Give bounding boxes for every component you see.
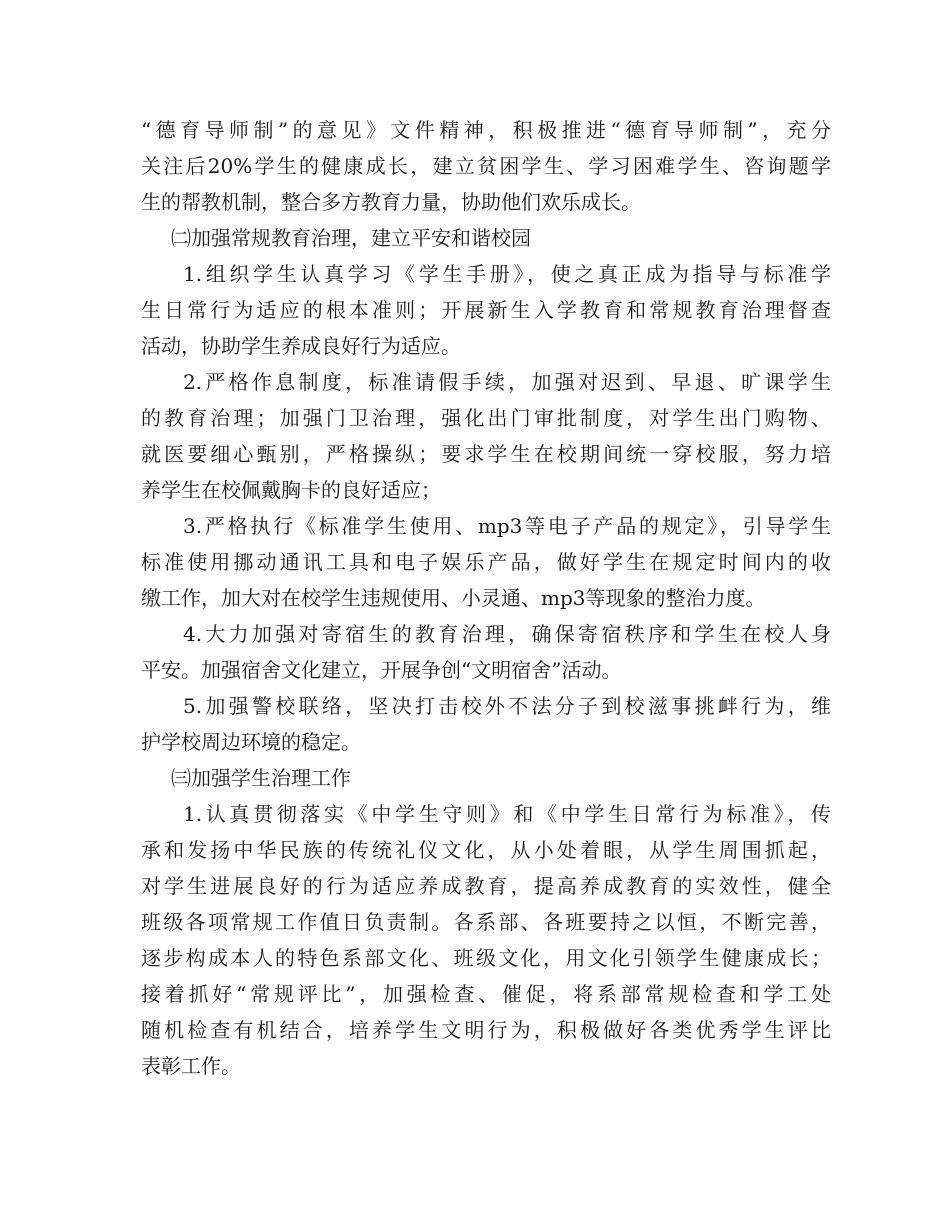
list-item (141, 796, 831, 1084)
list-item (141, 508, 831, 616)
list-item (141, 364, 831, 508)
text-line: 对学生进展良好的行为适应养成教育，提高养成教育的实效性，健全 (141, 874, 831, 898)
paragraph-intro (141, 112, 831, 220)
section-heading (141, 220, 831, 256)
text-line: 生的帮教机制，整合多方教育力量，协助他们欢乐成长。 (141, 190, 641, 214)
text-line: 平安。加强宿舍文化建立，开展争创“文明宿舍”活动。 (141, 658, 622, 682)
text-line: 标准使用挪动通讯工具和电子娱乐产品，做好学生在规定时间内的收 (141, 550, 831, 574)
section-heading-text: ㈡加强常规教育治理，建立平安和谐校园 (171, 226, 531, 250)
text-line: 护学校周边环境的稳定。 (141, 730, 361, 754)
text-line: 承和发扬中华民族的传统礼仪文化，从小处着眼，从学生周围抓起， (141, 838, 831, 862)
section-heading (141, 760, 831, 796)
text-line: 随机检查有机结合，培养学生文明行为，积极做好各类优秀学生评比 (141, 1018, 831, 1042)
document-body (141, 112, 831, 1084)
text-line: 逐步构成本人的特色系部文化、班级文化，用文化引领学生健康成长； (141, 946, 831, 970)
text-line: 4.大力加强对寄宿生的教育治理，确保寄宿秩序和学生在校人身 (183, 622, 831, 646)
text-line: 班级各项常规工作值日负责制。各系部、各班要持之以恒，不断完善， (141, 910, 831, 934)
text-line: 生日常行为适应的根本准则；开展新生入学教育和常规教育治理督查 (141, 298, 831, 322)
text-line: 1.认真贯彻落实《中学生守则》和《中学生日常行为标准》，传 (183, 802, 831, 826)
list-item (141, 256, 831, 364)
text-line: 2.严格作息制度，标准请假手续，加强对迟到、早退、旷课学生 (183, 370, 831, 394)
text-line: 关注后20%学生的健康成长，建立贫困学生、学习困难学生、咨询题学 (141, 154, 831, 178)
text-line: 表彰工作。 (141, 1054, 241, 1078)
text-line: “德育导师制”的意见》文件精神，积极推进“德育导师制”，充分 (141, 118, 831, 142)
text-line: 1.组织学生认真学习《学生手册》，使之真正成为指导与标准学 (183, 262, 831, 286)
text-line: 缴工作，加大对在校学生违规使用、小灵通、mp3等现象的整治力度。 (141, 586, 766, 610)
list-item (141, 688, 831, 760)
text-line: 就医要细心甄别，严格操纵；要求学生在校期间统一穿校服，努力培 (141, 442, 831, 466)
list-item (141, 616, 831, 688)
text-line: 5.加强警校联络，坚决打击校外不法分子到校滋事挑衅行为，维 (183, 694, 831, 718)
text-line: 的教育治理；加强门卫治理，强化出门审批制度，对学生出门购物、 (141, 406, 831, 430)
text-line: 接着抓好“常规评比”，加强检查、催促，将系部常规检查和学工处 (141, 982, 831, 1006)
text-line: 养学生在校佩戴胸卡的良好适应； (141, 478, 441, 502)
text-line: 3.严格执行《标准学生使用、mp3等电子产品的规定》，引导学生 (183, 514, 831, 538)
section-heading-text: ㈢加强学生治理工作 (171, 766, 351, 790)
text-line: 活动，协助学生养成良好行为适应。 (141, 334, 461, 358)
